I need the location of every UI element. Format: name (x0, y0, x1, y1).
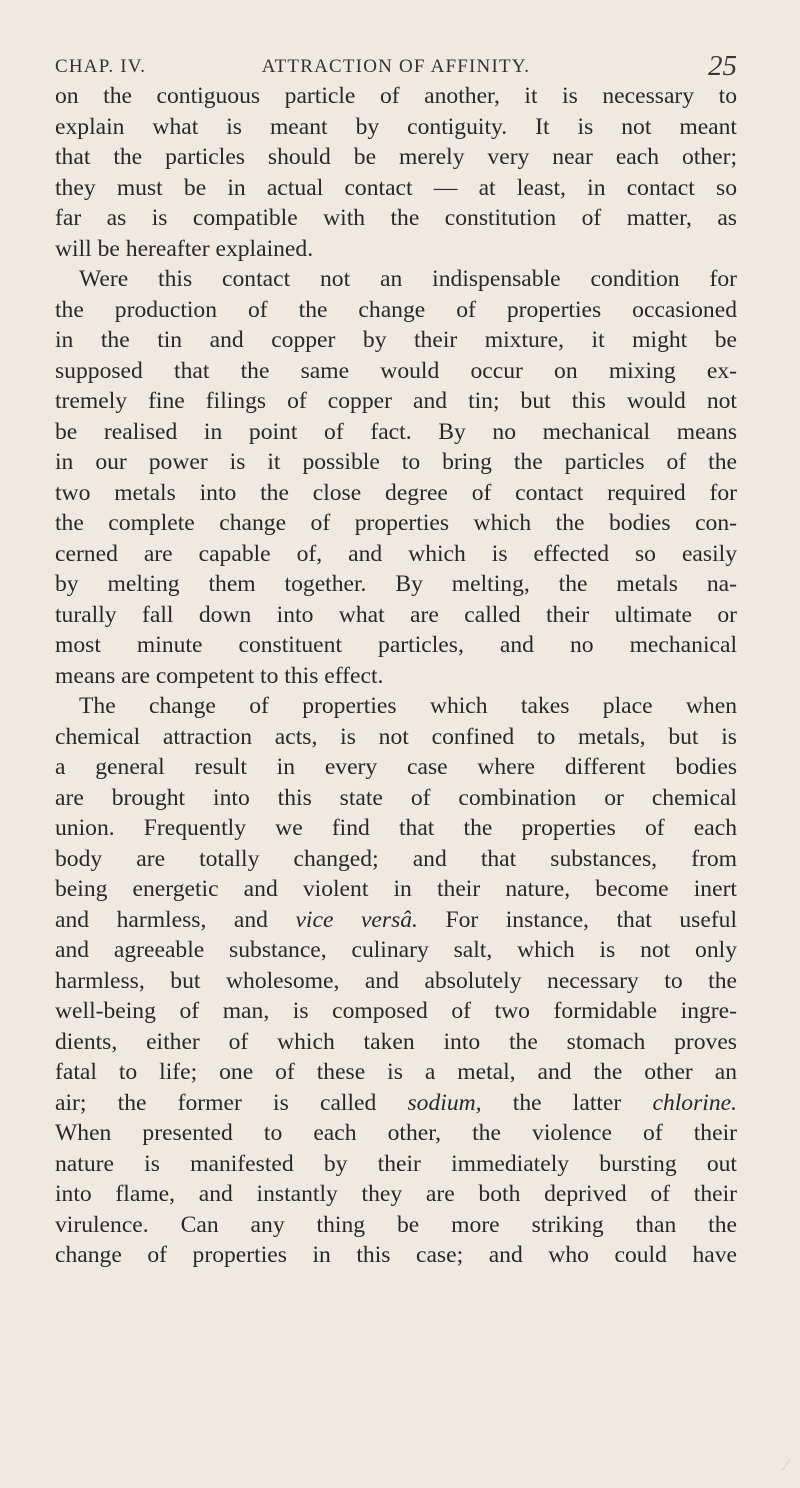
chapter-label: CHAP. IV. (55, 56, 147, 77)
text-line: well-being of man, is composed of two formidable ingre- (55, 998, 737, 1024)
text-run: and harmless, and (55, 906, 296, 933)
italic-term: vice versâ. (295, 906, 418, 933)
text-line (55, 1088, 737, 1119)
text-line: virulence. Can any thing be more striking than the (55, 1211, 737, 1238)
text-line: be realised in point of fact. By no mechanical means (55, 418, 737, 445)
text-line: in the tin and copper by their mixture, it might be (55, 327, 737, 353)
text-line: are brought into this state of combination or chemical (55, 784, 737, 811)
text-line: harmless, but wholesome, and absolutely necessary to the (55, 967, 737, 994)
text-line: the production of the change of properties occasioned (55, 296, 737, 323)
text-line: they must be in actual contact — at least, in contact so (55, 174, 737, 201)
text-line: being energetic and violent in their nature, become inert (55, 876, 737, 902)
text-line: that the particles should be merely very near each other; (55, 144, 737, 170)
text-line: the complete change of properties which the bodies con- (55, 510, 737, 536)
text-line (55, 905, 737, 936)
paragraph-start-line: The change of properties which takes place when (79, 693, 737, 719)
page-corner-mark (782, 1459, 797, 1476)
running-header (55, 52, 737, 82)
text-line: body are totally changed; and that substances, from (55, 845, 737, 872)
page-number: 25 (708, 50, 737, 82)
text-run: For instance, that useful (417, 906, 738, 933)
text-line: in our power is it possible to bring the particles of the (55, 449, 737, 475)
text-line: cerned are capable of, and which is effected so easily (55, 540, 737, 567)
text-line: far as is compatible with the constitution of matter, as (55, 205, 737, 231)
text-line: will be hereafter explained. (55, 235, 314, 262)
text-line: a general result in every case where different bodies (55, 754, 737, 780)
text-line: fatal to life; one of these is a metal, and the other an (55, 1059, 737, 1085)
text-line: two metals into the close degree of contact required for (55, 479, 737, 506)
running-title: ATTRACTION OF AFFINITY. (261, 56, 531, 77)
text-line: most minute constituent particles, and no mechanical (55, 632, 737, 658)
text-line: union. Frequently we find that the properties of each (55, 815, 737, 841)
paragraph-start-line: Were this contact not an indispensable condition for (79, 266, 737, 292)
text-line: change of properties in this case; and who could have (55, 1242, 737, 1268)
text-line: and agreeable substance, culinary salt, which is not only (55, 937, 737, 963)
text-run: the latter (481, 1089, 653, 1116)
italic-term: chlorine. (652, 1089, 737, 1116)
italic-term: sodium, (407, 1089, 482, 1116)
text-line: tremely fine filings of copper and tin; but this would not (55, 388, 737, 414)
text-line: on the contiguous particle of another, it is necessary to (55, 83, 737, 109)
text-line: When presented to each other, the violence of their (55, 1120, 737, 1146)
text-line: dients, either of which taken into the stomach proves (55, 1028, 737, 1055)
text-line: nature is manifested by their immediately bursting out (55, 1150, 737, 1177)
text-line: turally fall down into what are called their ultimate or (55, 601, 737, 628)
text-line: supposed that the same would occur on mixing ex- (55, 357, 737, 384)
text-line: into flame, and instantly they are both deprived of their (55, 1181, 737, 1207)
text-line: by melting them together. By melting, the metals na- (55, 571, 737, 597)
body-text (55, 81, 737, 1271)
text-run: air; the former is called (55, 1089, 408, 1116)
text-line: explain what is meant by contiguity. It is not meant (55, 113, 737, 140)
text-line: means are competent to this effect. (55, 662, 384, 689)
text-line: chemical attraction acts, is not confined to metals, but is (55, 723, 737, 750)
